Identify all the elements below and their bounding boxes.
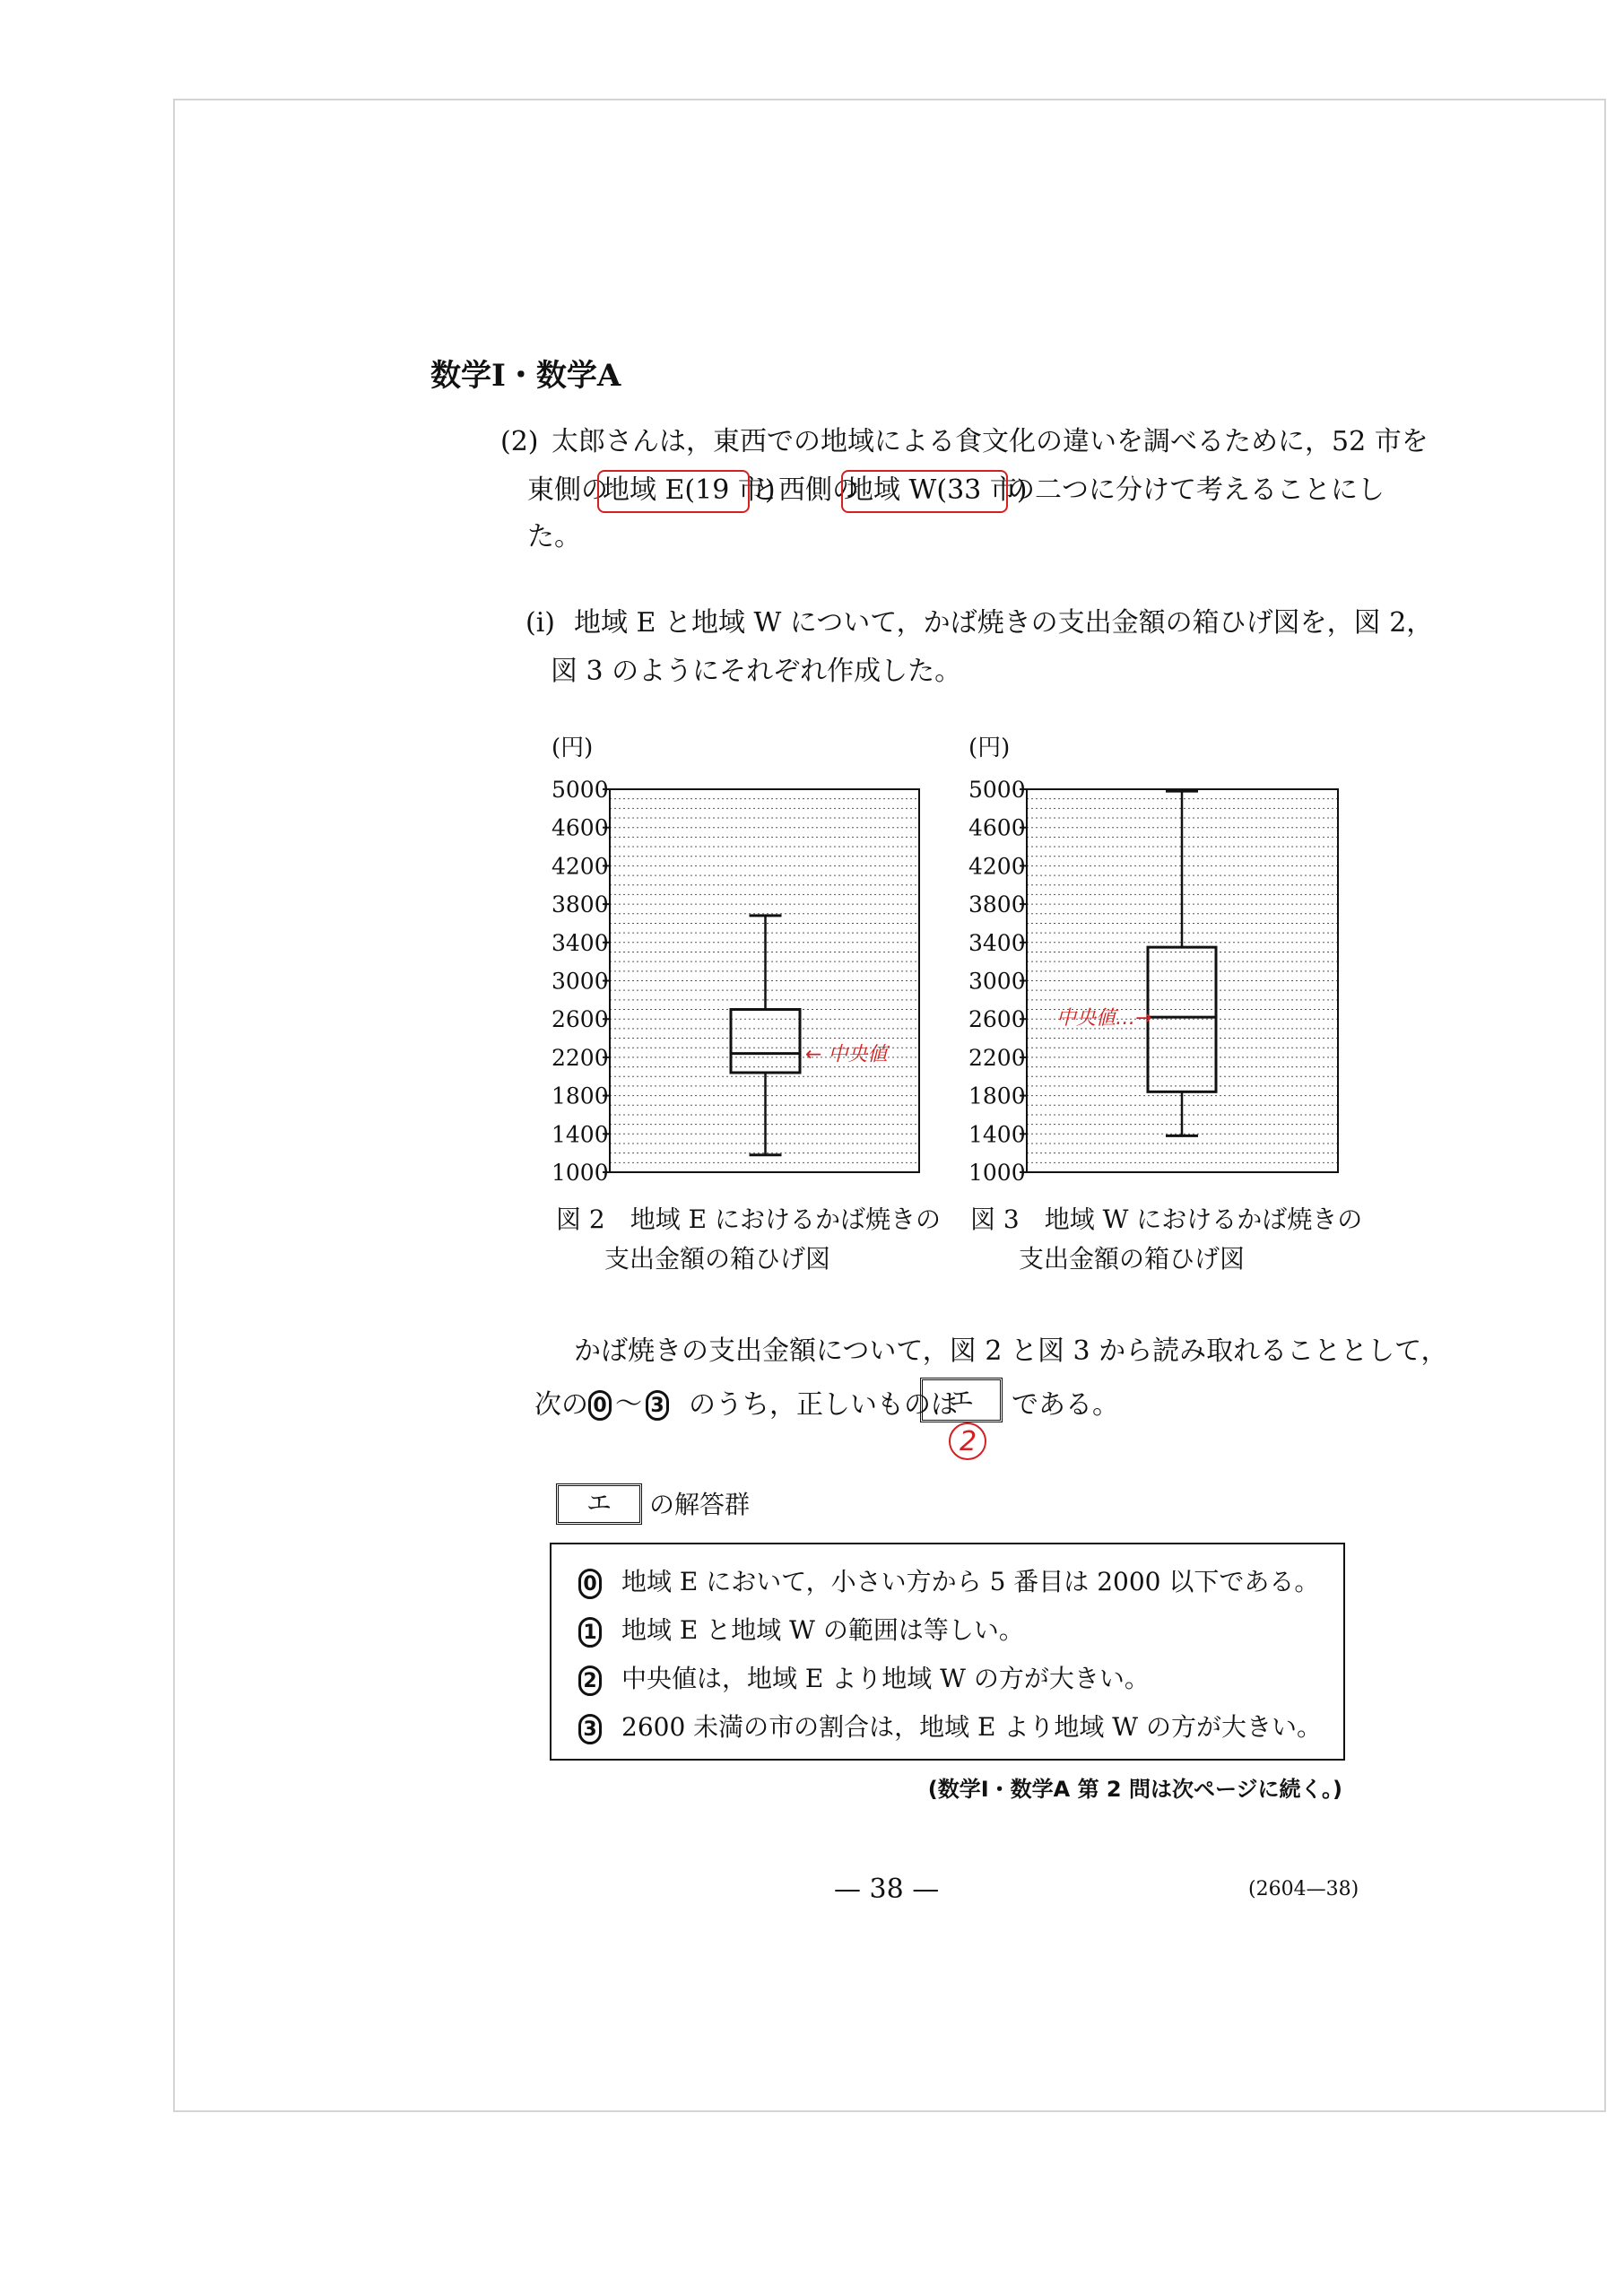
y-tick-label: 1000 — [968, 1160, 1026, 1186]
choice-2-text: 中央値は，地域 E より地域 W の方が大きい。 — [621, 1664, 1150, 1693]
y-tick-label: 5000 — [968, 777, 1026, 803]
unit-label: (円) — [968, 735, 1011, 761]
y-tick-label: 2600 — [968, 1006, 1026, 1033]
iqr-box — [1148, 947, 1216, 1091]
y-tick-label: 2200 — [551, 1044, 609, 1071]
y-tick-label: 3000 — [968, 968, 1026, 995]
choice-0[interactable] — [578, 1562, 1319, 1599]
choice-range — [588, 1390, 669, 1421]
median-annotation: 中央値…→ — [1056, 1007, 1152, 1031]
answer-group-box: エ — [556, 1483, 642, 1525]
y-tick-label: 1400 — [968, 1121, 1026, 1148]
y-tick-label: 5000 — [551, 777, 609, 803]
figure-3-caption-line-1: 図 3 地域 W におけるかば焼きの — [970, 1205, 1363, 1234]
range-tilde: ～ — [615, 1388, 642, 1420]
handwritten-answer: 2 — [960, 1426, 977, 1457]
figure-2-caption-line-1: 図 2 地域 E におけるかば焼きの — [556, 1205, 941, 1234]
choice-3[interactable] — [578, 1708, 1322, 1744]
question-line-1: かば焼きの支出金額について，図 2 と図 3 から読み取れることとして， — [574, 1335, 1448, 1367]
choice-2[interactable] — [578, 1659, 1150, 1696]
question-line-2-a: 次の — [534, 1389, 588, 1421]
exam-code: (2604—38) — [1248, 1878, 1359, 1900]
page-title: 数学Ⅰ・数学A — [430, 358, 621, 394]
region-e-label: 地域 E(19 市) — [603, 474, 776, 506]
intro-line-2-a: 東側の — [527, 474, 608, 506]
choice-1-text: 地域 E と地域 W の範囲は等しい。 — [621, 1615, 1024, 1645]
figure-3-caption-line-2: 支出金額の箱ひげ図 — [1019, 1244, 1246, 1274]
choice-1-number: 1 — [578, 1617, 602, 1648]
answer-box-e[interactable]: エ — [920, 1378, 1003, 1422]
sub-line-1: 地域 E と地域 W について，かば焼きの支出金額の箱ひげ図を，図 2， — [574, 607, 1434, 639]
y-tick-label: 3000 — [551, 968, 609, 995]
intro-line-2-b: と西側の — [751, 474, 859, 506]
y-tick-label: 4200 — [551, 853, 609, 880]
y-tick-label: 2200 — [968, 1044, 1026, 1071]
y-tick-label: 1400 — [551, 1121, 609, 1148]
intro-line-2-c: の二つに分けて考えることにし — [1008, 474, 1385, 506]
choice-3-text: 2600 未満の市の割合は，地域 E より地域 W の方が大きい。 — [621, 1712, 1322, 1742]
intro-line-1: 太郎さんは，東西での地域による食文化の違いを調べるために，52 市を — [551, 426, 1429, 457]
range-end-number: 3 — [646, 1390, 669, 1421]
choice-2-number: 2 — [578, 1665, 602, 1696]
figure-2-caption-line-2: 支出金額の箱ひげ図 — [604, 1244, 831, 1274]
y-tick-label: 1000 — [551, 1160, 609, 1186]
boxplot-region-e — [551, 735, 919, 1186]
y-tick-label: 3400 — [551, 929, 609, 956]
part-label: (2) — [500, 426, 539, 457]
choice-1[interactable] — [578, 1611, 1024, 1648]
choice-0-number: 0 — [578, 1569, 602, 1599]
y-tick-label: 1800 — [968, 1083, 1026, 1109]
y-tick-label: 4600 — [551, 814, 609, 841]
answer-group-label: の解答群 — [649, 1490, 751, 1519]
question-line-2-c: である。 — [1012, 1389, 1119, 1421]
y-tick-label: 1800 — [551, 1083, 609, 1109]
unit-label: (円) — [551, 735, 594, 761]
y-tick-label: 3800 — [968, 891, 1026, 918]
page-number: — 38 — — [834, 1874, 940, 1905]
median-annotation: ← 中央値 — [805, 1043, 888, 1066]
choice-3-number: 3 — [578, 1714, 602, 1744]
range-start-number: 0 — [588, 1390, 612, 1421]
y-tick-label: 3400 — [968, 929, 1026, 956]
y-tick-label: 2600 — [551, 1006, 609, 1033]
region-w-label: 地域 W(33 市) — [847, 474, 1028, 506]
y-tick-label: 4200 — [968, 853, 1026, 880]
sub-label: (i) — [525, 607, 556, 639]
y-tick-label: 3800 — [551, 891, 609, 918]
intro-line-3: た。 — [527, 521, 581, 552]
boxplot-region-w — [968, 735, 1338, 1186]
continue-note: (数学Ⅰ・数学A 第 2 問は次ページに続く。) — [927, 1777, 1342, 1802]
y-tick-label: 4600 — [968, 814, 1026, 841]
choice-0-text: 地域 E において，小さい方から 5 番目は 2000 以下である。 — [621, 1567, 1320, 1596]
question-line-2-b: のうち，正しいものは — [689, 1389, 958, 1421]
choices-panel — [550, 1543, 1345, 1761]
sub-line-2: 図 3 のようにそれぞれ作成した。 — [551, 656, 962, 687]
